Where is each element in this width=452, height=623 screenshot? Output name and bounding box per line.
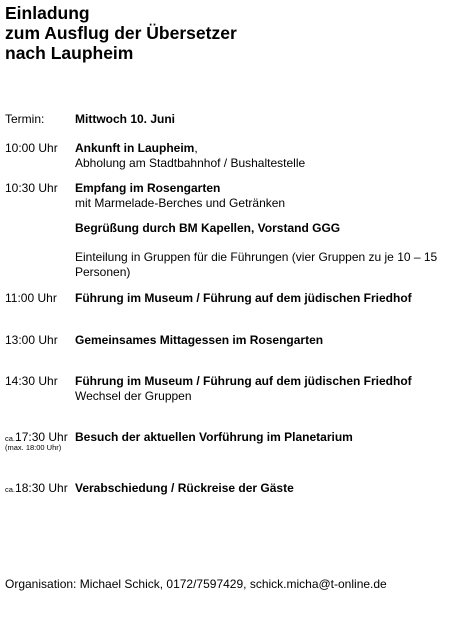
schedule-event: Gemeinsames Mittagessen im Rosengarten (75, 333, 324, 347)
time-prefix: ca. (5, 485, 16, 494)
schedule-detail: Einteilung in Gruppen für die Führungen (vier Gruppen zu je 10 – 15 Personen) (75, 250, 438, 279)
schedule-time-group (5, 481, 68, 498)
time-note: (max. 18:00 Uhr) (5, 443, 62, 452)
schedule-event: Ankunft in Laupheim (75, 141, 195, 155)
schedule-detail: Abholung am Stadtbahnhof / Bushaltestelle (75, 155, 306, 170)
schedule-event: Mittwoch 10. Juni (75, 112, 176, 126)
schedule-time: 14:30 Uhr (5, 374, 58, 388)
schedule-event: Führung im Museum / Führung auf dem jüdischen Friedhof (75, 374, 412, 388)
title-line-3: nach Laupheim (5, 43, 134, 63)
time-prefix: ca. (5, 434, 16, 443)
schedule-time: 10:00 Uhr (5, 141, 58, 155)
schedule-time: Termin: (5, 112, 45, 126)
schedule-event: Führung im Museum / Führung auf dem jüdischen Friedhof (75, 291, 412, 305)
schedule-event: Empfang im Rosengarten (75, 181, 221, 195)
schedule-event: Verabschiedung / Rückreise der Gäste (75, 481, 294, 495)
organisation-contact: Organisation: Michael Schick, 0172/7597429, schick.micha@t-online.de (5, 577, 387, 591)
schedule-time: 10:30 Uhr (5, 181, 58, 195)
schedule-time: 13:00 Uhr (5, 333, 58, 347)
schedule-detail: Wechsel der Gruppen (75, 388, 192, 403)
schedule-time: 11:00 Uhr (5, 291, 57, 305)
document-title (5, 3, 237, 63)
schedule-detail: mit Marmelade-Berches und Getränken (75, 195, 286, 210)
schedule-time: 17:30 Uhr (15, 430, 68, 444)
schedule-time-group (5, 430, 68, 452)
schedule-event: Begrüßung durch BM Kapellen, Vorstand GGG (75, 221, 341, 235)
title-line-1: Einladung (5, 3, 90, 23)
title-line-2: zum Ausflug der Übersetzer (5, 23, 237, 43)
schedule-event: Besuch der aktuellen Vorführung im Planetarium (75, 430, 353, 444)
schedule-time: 18:30 Uhr (15, 481, 68, 495)
schedule-event-comma: , (194, 141, 198, 155)
